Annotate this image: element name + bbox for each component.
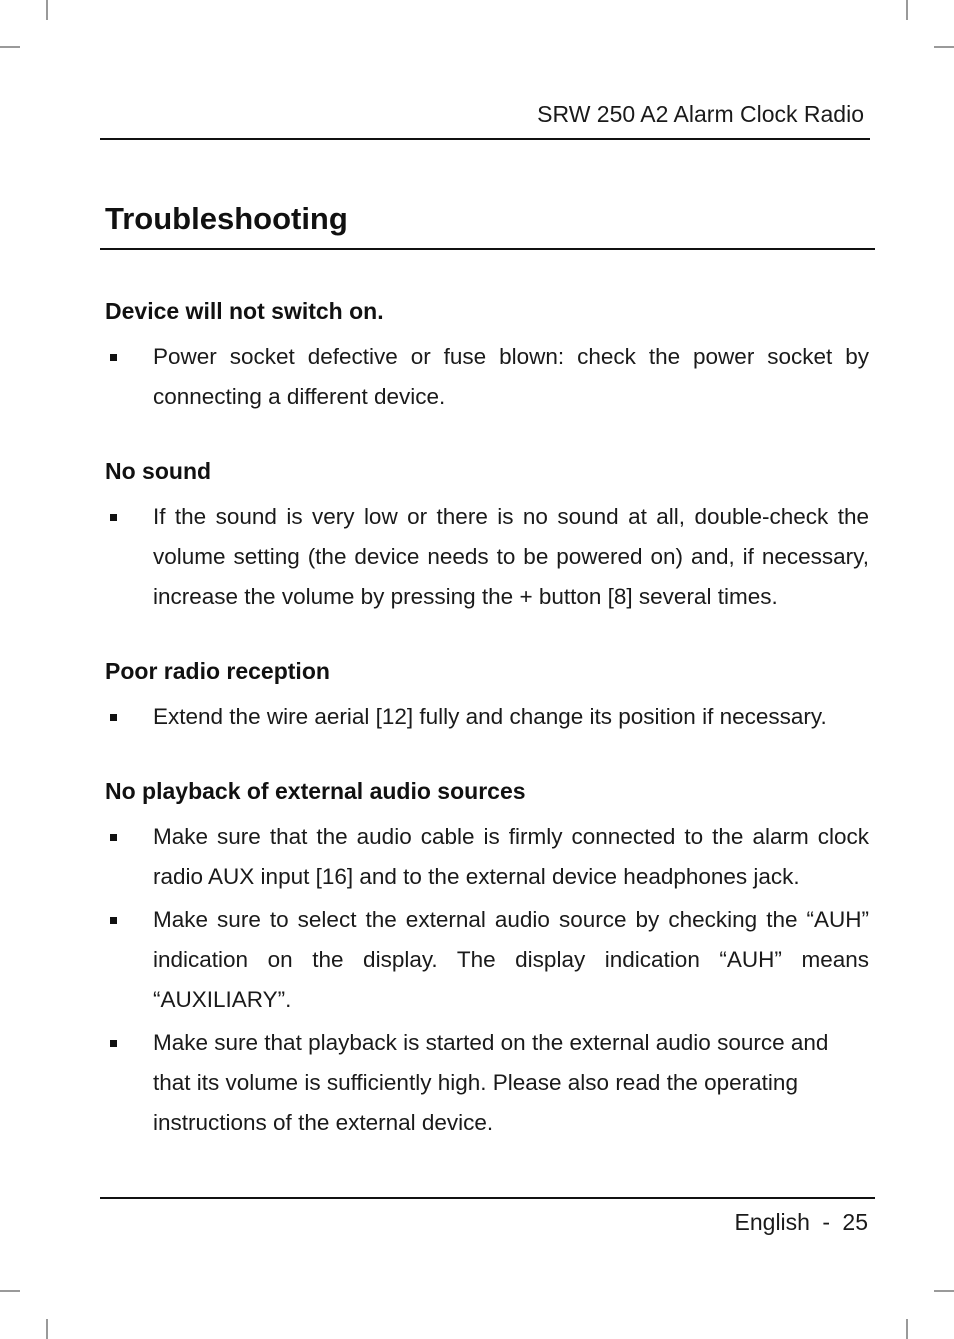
- square-bullet-icon: [110, 354, 117, 361]
- section-heading: Poor radio reception: [105, 658, 330, 684]
- section-heading: No playback of external audio sources: [105, 778, 526, 804]
- section-no-playback-external-audio: [105, 776, 869, 1143]
- square-bullet-icon: [110, 834, 117, 841]
- crop-mark: [906, 0, 908, 20]
- section-heading: No sound: [105, 458, 212, 484]
- title-rule: [100, 248, 875, 250]
- footer-separator: -: [822, 1209, 831, 1235]
- square-bullet-icon: [110, 917, 117, 924]
- section-poor-radio-reception: [105, 656, 869, 737]
- page-title: Troubleshooting: [105, 201, 348, 236]
- list-item: [105, 900, 869, 1020]
- list-item-text: Make sure that playback is started on the external audio source and that its volume is sufficiently high. Please also read the operating instructions of the external device.: [153, 1030, 829, 1135]
- crop-mark: [0, 46, 20, 48]
- footer-language: English: [734, 1209, 810, 1235]
- header-rule: [100, 138, 870, 140]
- section-no-sound: [105, 456, 869, 617]
- list-item-text: Make sure that the audio cable is firmly connected to the alarm clock radio AUX input [16] and to the external device headphones jack.: [153, 824, 869, 889]
- square-bullet-icon: [110, 1040, 117, 1047]
- crop-mark: [906, 1319, 908, 1339]
- list-item: [105, 497, 869, 617]
- crop-mark: [934, 46, 954, 48]
- square-bullet-icon: [110, 514, 117, 521]
- list-item: [105, 1023, 869, 1143]
- list-item: [105, 697, 869, 737]
- crop-mark: [0, 1290, 20, 1292]
- list-item: [105, 817, 869, 897]
- crop-mark: [46, 0, 48, 20]
- list-item: [105, 337, 869, 417]
- page-footer: [735, 1207, 868, 1237]
- troubleshooting-content: [105, 296, 869, 1182]
- running-header: SRW 250 A2 Alarm Clock Radio: [537, 101, 864, 127]
- list-item-text: Make sure to select the external audio source by checking the “AUH” indication on the display. The display indication “AUH” means “AUXILIARY”.: [153, 907, 869, 1012]
- page-number: 25: [842, 1209, 868, 1235]
- footer-rule: [100, 1197, 875, 1199]
- list-item-text: If the sound is very low or there is no sound at all, double-check the volume setting (the device needs to be powered on) and, if necessary, increase the volume by pressing the + button [8] several times.: [153, 504, 869, 609]
- crop-mark: [46, 1319, 48, 1339]
- list-item-text: Extend the wire aerial [12] fully and change its position if necessary.: [153, 704, 827, 729]
- square-bullet-icon: [110, 714, 117, 721]
- section-heading: Device will not switch on.: [105, 298, 384, 324]
- section-device-will-not-switch-on: [105, 296, 869, 417]
- list-item-text: Power socket defective or fuse blown: check the power socket by connecting a different device.: [153, 344, 869, 409]
- crop-mark: [934, 1290, 954, 1292]
